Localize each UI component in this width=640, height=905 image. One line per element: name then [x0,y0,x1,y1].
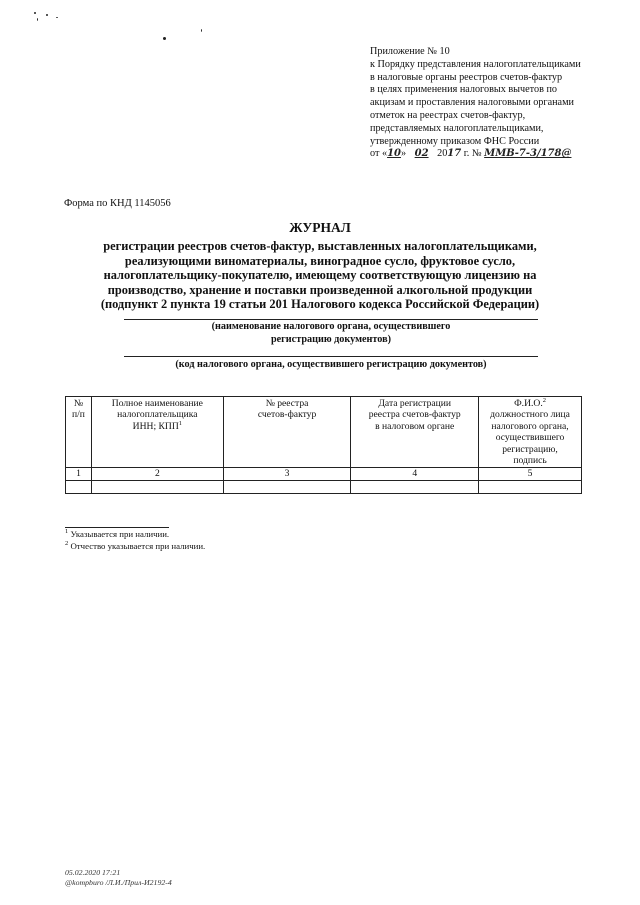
title-line: реализующими виноматериалы, виноградное сусло, фруктовое сусло, [124,253,516,268]
header-text: Дата регистрации [378,398,452,409]
print-stamp [65,868,172,888]
appendix-line: акцизам и проставления налоговыми органами [370,97,574,109]
header-text: счетов-фактур [257,409,317,421]
header-text: регистрацию, [502,443,558,455]
journal-title [90,220,550,312]
column-number: 3 [223,468,351,481]
journal-table [65,396,582,494]
table-header-row [66,397,582,468]
caption-line: регистрацию документов) [270,333,392,345]
stamp-datetime: 05.02.2020 17:21 [65,868,121,877]
header-text: налогового органа, [491,420,569,432]
appendix-line: отметок на реестрах счетов-фактур, [370,109,526,121]
col-header-taxpayer [91,397,223,468]
title-line: налогоплательщику-покупателю, имеющему соответствующую лицензию на [103,268,537,283]
column-number: 1 [66,468,92,481]
title-line: (подпункт 2 пункта 19 статьи 201 Налогового кодекса Российской Федерации) [100,297,540,312]
handwritten-year: 17 [447,148,462,160]
year-prefix: 20 [437,148,448,160]
column-number: 2 [91,468,223,481]
footnote [65,541,205,553]
appendix-line: в налоговые органы реестров счетов-фактур [370,71,563,83]
column-number-row [66,468,582,481]
header-text: в налоговом органе [375,420,455,432]
date-prefix: от « [370,148,388,160]
appendix-line: представляемых налогоплательщиками, [370,122,544,134]
header-text: № [73,398,84,409]
authority-name-caption [124,321,538,347]
title-heading: ЖУРНАЛ [289,220,351,235]
caption-line: (наименование налогового органа, осуществившего [211,321,451,332]
table-cell [351,481,479,494]
footnote-text: Указывается при наличии. [68,529,170,539]
header-text-with-sup [481,398,579,409]
header-text: п/п [72,409,85,421]
footnote-text: Отчество указывается при наличии. [68,540,206,551]
header-text: реестра счетов-фактур [368,409,461,421]
authority-name-line [124,319,538,320]
col-header-number [66,397,92,468]
table-cell [66,481,92,494]
header-text: ИНН; КПП [132,420,179,432]
header-text: Ф.И.О. [514,398,543,409]
footnote-mark: 2 [65,539,69,547]
footnote-ref: 2 [542,396,546,404]
year-word: г. № [461,148,482,160]
col-header-registry-number [223,397,351,468]
col-header-registration-date [351,397,479,468]
handwritten-day: 10 [387,148,401,160]
title-line: производство, хранение и поставки произведенной алкогольной продукции [107,282,533,297]
table-row [66,481,582,494]
date-close: » [400,148,407,160]
appendix-block [370,46,620,161]
table-cell [223,481,351,494]
col-header-official [479,397,582,468]
title-line: регистрации реестров счетов-фактур, выставленных налогоплательщиками, [103,239,537,253]
order-date-line [370,148,620,161]
authority-code-caption: (код налогового органа, осуществившего регистрацию документов) [175,359,487,370]
column-number: 4 [351,468,479,481]
header-text: должностного лица [490,409,570,421]
header-text-with-sup [94,421,221,432]
stamp-reference: @kompburo /Л.И./Прил-И2192-4 [65,878,172,887]
header-text: подпись [513,455,547,467]
header-text: осуществившего [495,432,565,444]
handwritten-month: 02 [414,148,429,160]
appendix-line: к Порядку представления налогоплательщиками [370,58,581,70]
appendix-line: утвержденному приказом ФНС России [370,135,540,147]
footnote-separator [65,527,169,528]
appendix-line: в целях применения налоговых вычетов по [370,84,557,96]
form-code: Форма по КНД 1145056 [64,198,171,209]
footnote-mark: 1 [65,528,69,536]
handwritten-order-number: ММВ-7-3/178@ [484,148,572,160]
table-cell [479,481,582,494]
appendix-line: Приложение № 10 [370,46,450,57]
header-text: налогоплательщика [117,409,198,421]
footnote-ref: 1 [178,419,183,427]
header-text: Полное наименование [111,398,203,409]
header-text: № реестра [265,398,309,409]
authority-code-line [124,356,538,357]
footnote [65,529,205,541]
column-number: 5 [479,468,582,481]
table-cell [91,481,223,494]
footnotes [65,529,205,552]
